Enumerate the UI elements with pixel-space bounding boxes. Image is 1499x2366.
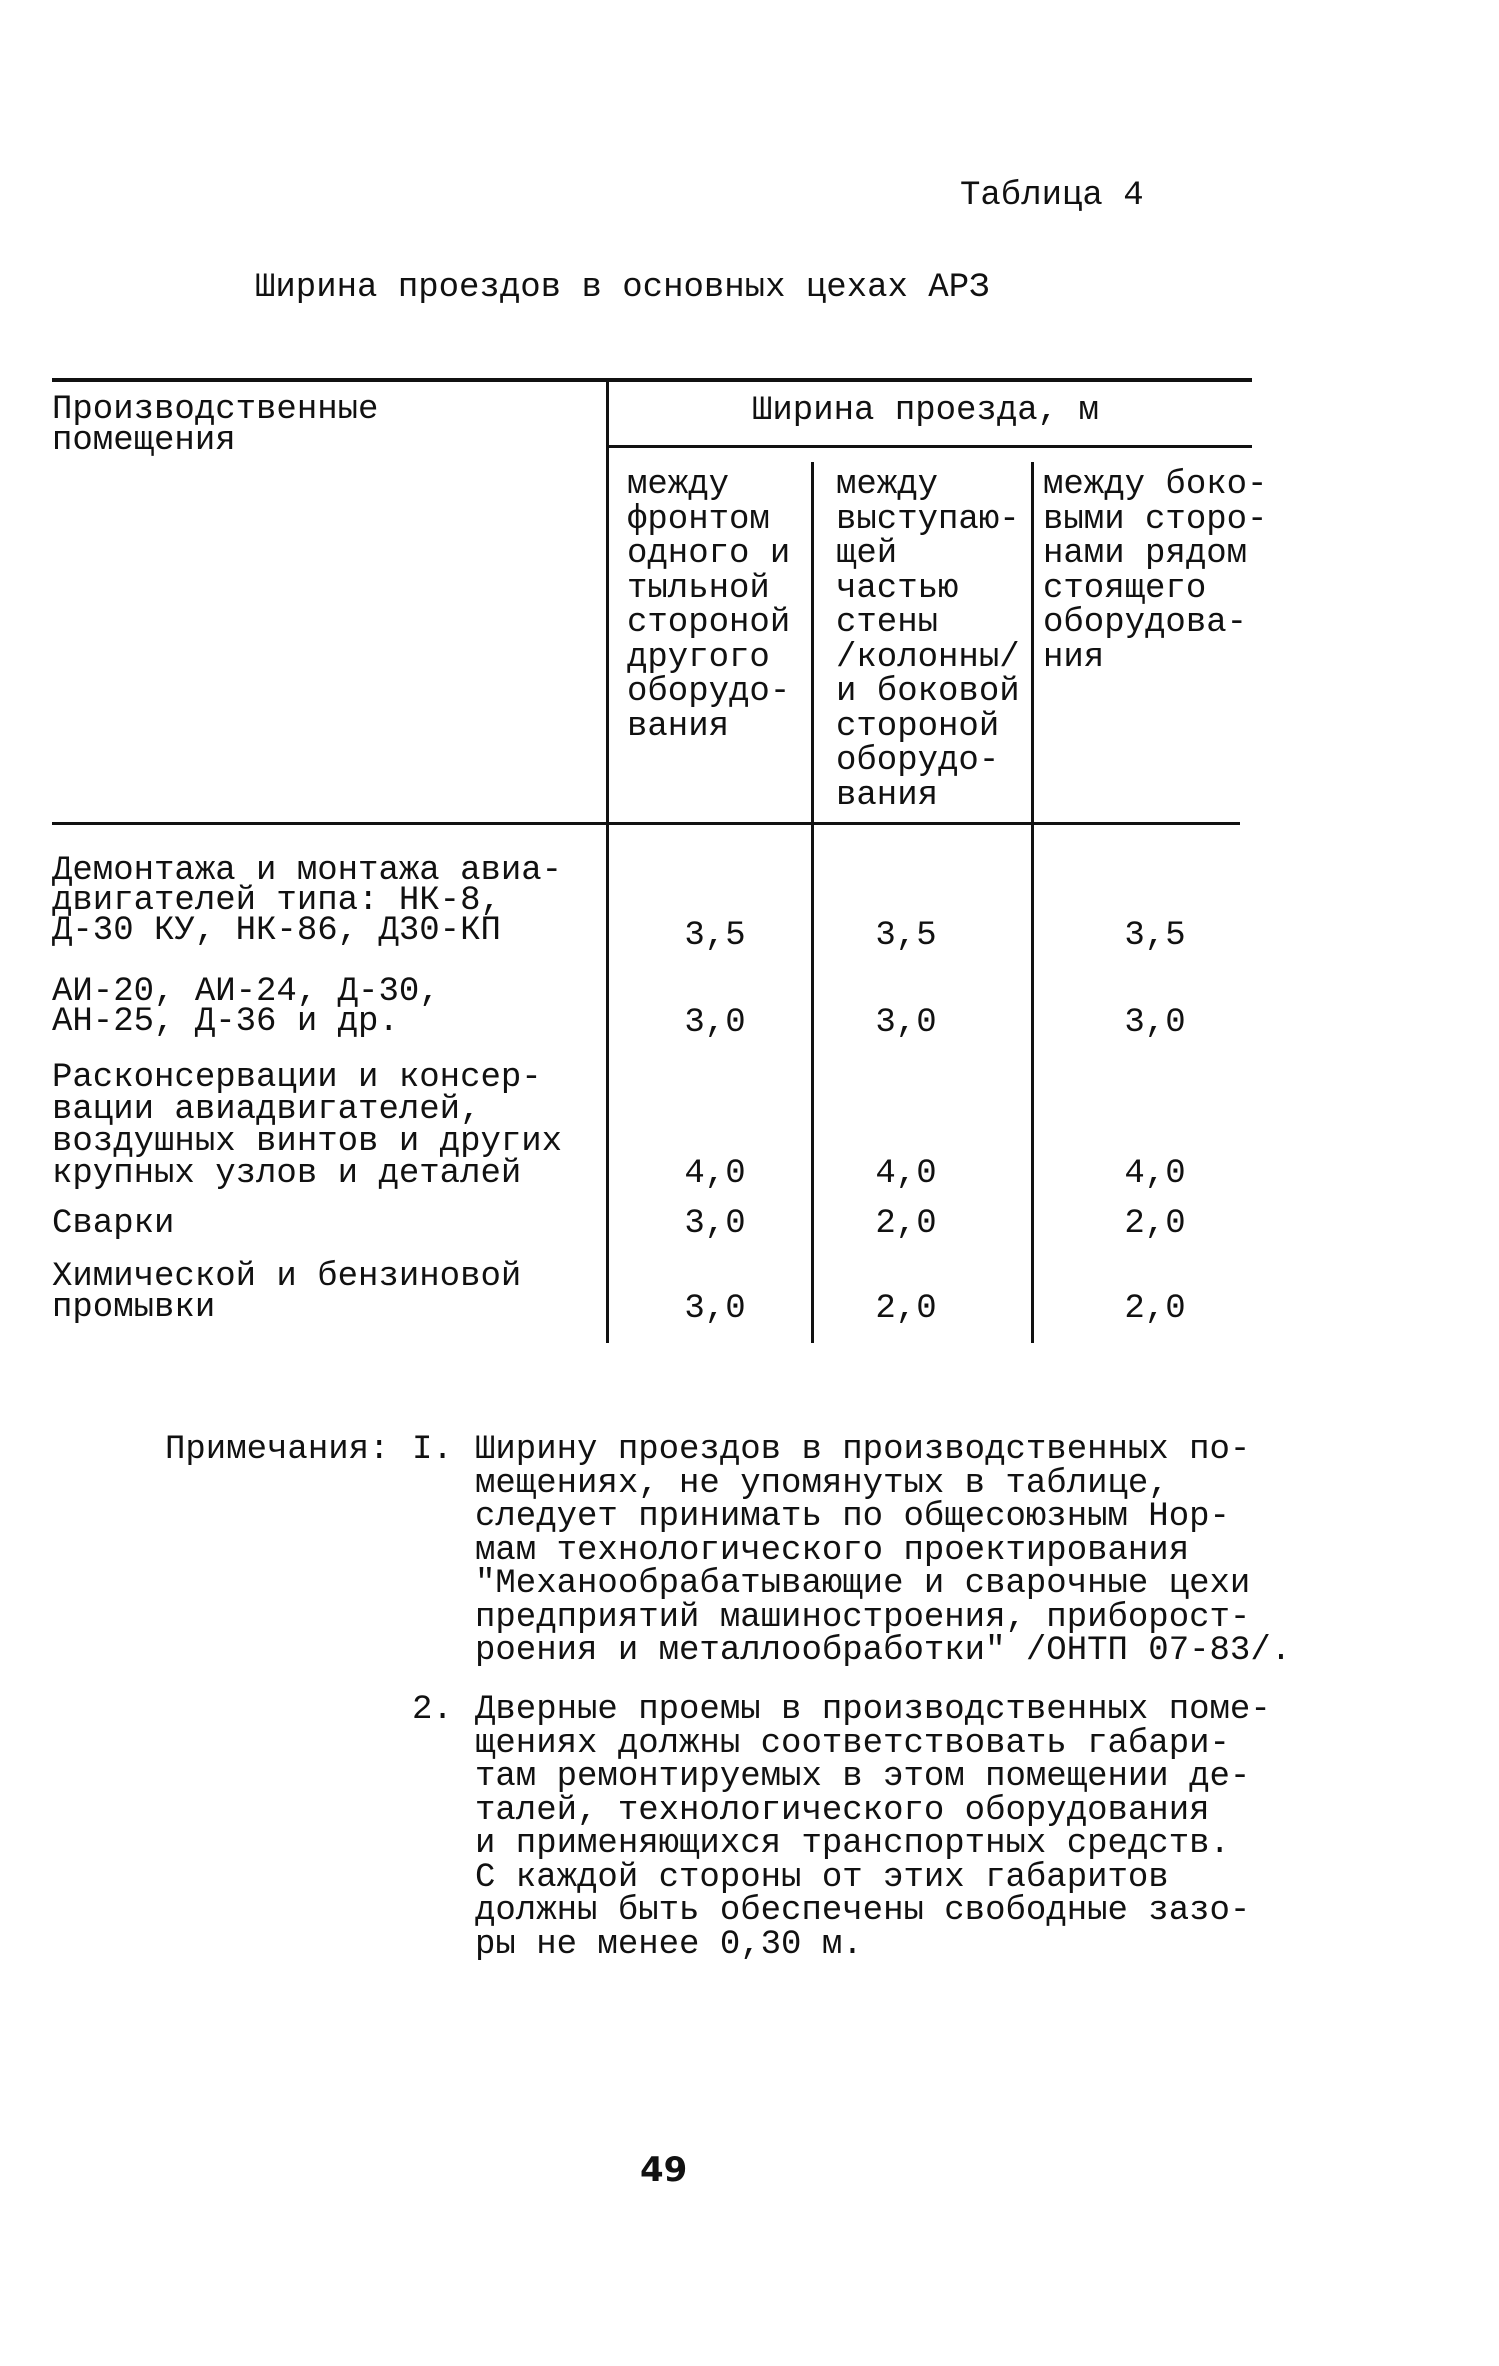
row-name: Сварки — [52, 1205, 175, 1243]
note-text: Дверные проемы в производственных поме- щениях должны соответствовать габари- там ремонтируемых в этом помещении де- талей, технологического оборудования и применяющихся транспортных средств. С каждой стороны от этих габаритов должны быть обеспечены свободные зазо- ры не менее 0,30 м. — [475, 1691, 1271, 1964]
row-name: Демонтажа и монтажа авиа- двигателей типа: НК-8, Д-30 КУ, НК-86, Д30-КП — [52, 852, 563, 950]
value-cell: 2,0 — [1124, 1290, 1186, 1328]
table-top-rule — [52, 378, 1252, 382]
header-room-cell: Производственные помещения — [52, 391, 379, 460]
value-cell: 2,0 — [1124, 1205, 1186, 1243]
value-cell: 3,0 — [1124, 1004, 1186, 1042]
note-number: 2. — [412, 1691, 453, 1729]
note-text: Ширину проездов в производственных по- мещениях, не упомянутых в таблице, следует принимать по общесоюзным Нор- мам технологического проектирования "Механообрабатывающие и сварочные цехи предприятий машиностроения, приборост- роения и металлообработки" /ОНТП 07-83/. — [475, 1431, 1292, 1670]
table-label: Таблица 4 — [960, 177, 1144, 215]
value-cell: 3,0 — [684, 1004, 746, 1042]
value-cell: 2,0 — [875, 1205, 937, 1243]
value-cell: 3,5 — [875, 917, 937, 955]
table-title: Ширина проездов в основных цехах АРЗ — [255, 269, 990, 307]
header-width-cell: Ширина проезда, м — [752, 392, 1099, 430]
value-cell: 4,0 — [1124, 1155, 1186, 1193]
subheader-side-side: между боко- выми сторо- нами рядом стоящего оборудова- ния — [1043, 466, 1268, 677]
page-number: 49 — [640, 2150, 688, 2190]
row-name: АИ-20, АИ-24, Д-30, АН-25, Д-36 и др. — [52, 973, 440, 1041]
header-sub-rule — [608, 445, 1252, 448]
value-cell: 4,0 — [875, 1155, 937, 1193]
subheader-wall-side: между выступаю- щей частью стены /колонны/ и боковой стороной оборудо- вания — [836, 466, 1020, 815]
note-number: I. — [412, 1431, 453, 1469]
column-divider-3 — [1031, 462, 1034, 1343]
value-cell: 3,5 — [1124, 917, 1186, 955]
value-cell: 3,0 — [684, 1290, 746, 1328]
value-cell: 2,0 — [875, 1290, 937, 1328]
notes-label: Примечания: — [165, 1431, 390, 1469]
header-bottom-rule — [52, 822, 1240, 825]
row-name: Химической и бензиновой промывки — [52, 1258, 522, 1327]
value-cell: 4,0 — [684, 1155, 746, 1193]
subheader-front-rear: между фронтом одного и тыльной стороной другого оборудо- вания — [627, 466, 791, 746]
value-cell: 3,5 — [684, 917, 746, 955]
row-name: Расконсервации и консер- вации авиадвигателей, воздушных винтов и других крупных узлов и деталей — [52, 1059, 563, 1193]
value-cell: 3,0 — [875, 1004, 937, 1042]
column-divider-1 — [606, 380, 609, 1343]
column-divider-2 — [811, 462, 814, 1343]
value-cell: 3,0 — [684, 1205, 746, 1243]
